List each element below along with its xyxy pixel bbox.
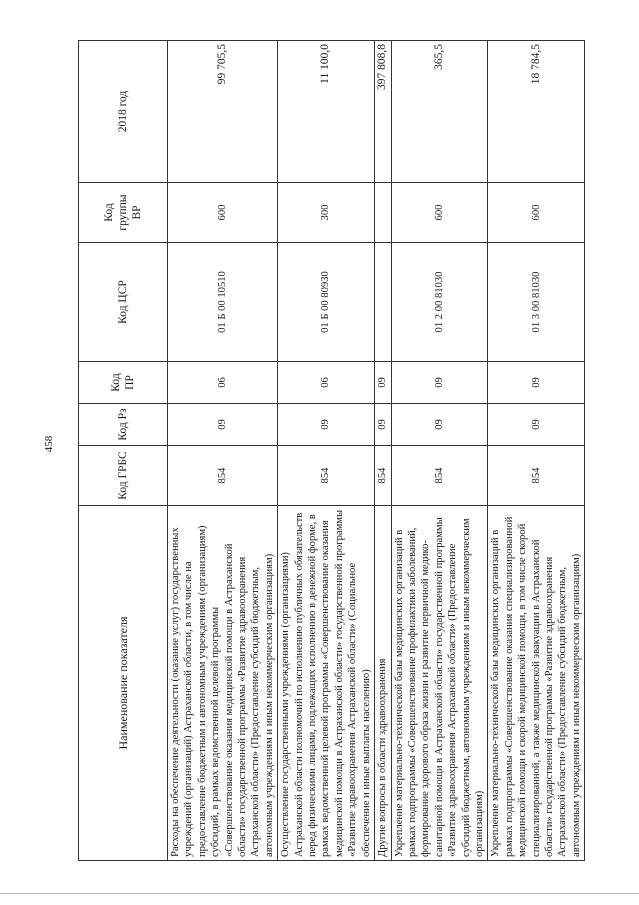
header-pr: Код ПР [79,362,168,404]
row-name: Расходы на обеспечение деятельности (оказание услуг) государственных учреждений (организаций) Астраханской области, в том числе на предоставление бюджетным и автономным учреждениям (организациям) субсидий, в рамках ведомственной целевой программы «Совершенствование оказания медицинской помощи в Астраханской области» государственной программы «Развитие здравоохранения Астраханской области» (Предоставление субсидий бюджетным, автономным учреждениям и иным некоммерческим организациям) [168,506,278,861]
row-amount: 18 784,5 [488,41,585,183]
page-bottom-edge [0,893,639,894]
row-name: Другие вопросы в области здравоохранения [375,506,391,861]
table-row [278,41,375,861]
header-vr: Код группы ВР [79,183,168,243]
row-amount: 365,5 [391,41,488,183]
table-row [488,41,585,861]
row-vr: 600 [488,183,585,243]
header-name: Наименование показателя [79,506,168,861]
row-grbs: 854 [488,446,585,506]
row-vr: 300 [278,183,375,243]
row-csr: 01 2 00 81030 [391,243,488,362]
table-header-row [79,41,168,861]
row-amount: 99 705,5 [168,41,278,183]
row-pr: 06 [168,362,278,404]
budget-table [78,40,585,861]
header-csr: Код ЦСР [79,243,168,362]
row-csr: 01 Б 00 10510 [168,243,278,362]
row-rz: 09 [278,404,375,446]
header-grbs: Код ГРБС [79,446,168,506]
row-vr: 600 [391,183,488,243]
row-grbs: 854 [278,446,375,506]
table-row [375,41,391,861]
row-grbs: 854 [391,446,488,506]
header-rz: Код Рз [79,404,168,446]
table-row [391,41,488,861]
row-name: Укрепление материально-технической базы медицинских организаций в рамках подпрограммы «Совершенствование профилактики заболеваний, формирование здорового образа жизни и развитие первичной медико-санитарной помощи в Астраханской области» государственной программы «Развитие здравоохранения Астраханской области» (Предоставление субсидий бюджетным, автономным учреждениям и иным некоммерческим организациям) [391,506,488,861]
row-rz: 09 [488,404,585,446]
row-name: Осуществление государственными учреждениями (организациями) Астраханской области полномочий по исполнению публичных обязательств перед физическими лицами, подлежащих исполнению в денежной форме, в рамках ведомственной целевой программы «Совершенствование оказания медицинской помощи в Астраханской области» государственной программы «Развитие здравоохранения Астраханской области» (Социальное обеспечение и иные выплаты населению) [278,506,375,861]
row-pr: 09 [488,362,585,404]
row-vr [375,183,391,243]
row-csr: 01 3 00 81030 [488,243,585,362]
row-amount: 11 100,0 [278,41,375,183]
header-year: 2018 год [79,41,168,183]
row-grbs: 854 [375,446,391,506]
row-pr: 09 [375,362,391,404]
rotated-table-container [78,41,582,861]
row-pr: 09 [391,362,488,404]
row-csr: 01 Б 00 80930 [278,243,375,362]
page-number: 458 [43,435,55,453]
row-rz: 09 [168,404,278,446]
row-vr: 600 [168,183,278,243]
row-rz: 09 [391,404,488,446]
row-amount: 397 808,8 [375,41,391,183]
row-pr: 06 [278,362,375,404]
row-grbs: 854 [168,446,278,506]
row-rz: 09 [375,404,391,446]
row-name: Укрепление материально-технической базы медицинских организаций в рамках подпрограммы «Совершенствование оказания специализированной медицинской помощи и скорой медицинской помощи, в том числе скорой специализированной, а также медицинской эвакуации в Астраханской области» государственной программы «Развитие здравоохранения Астраханской области» (Предоставление субсидий бюджетным, автономным учреждениям и иным некоммерческим организациям) [488,506,585,861]
table-row [168,41,278,861]
row-csr [375,243,391,362]
